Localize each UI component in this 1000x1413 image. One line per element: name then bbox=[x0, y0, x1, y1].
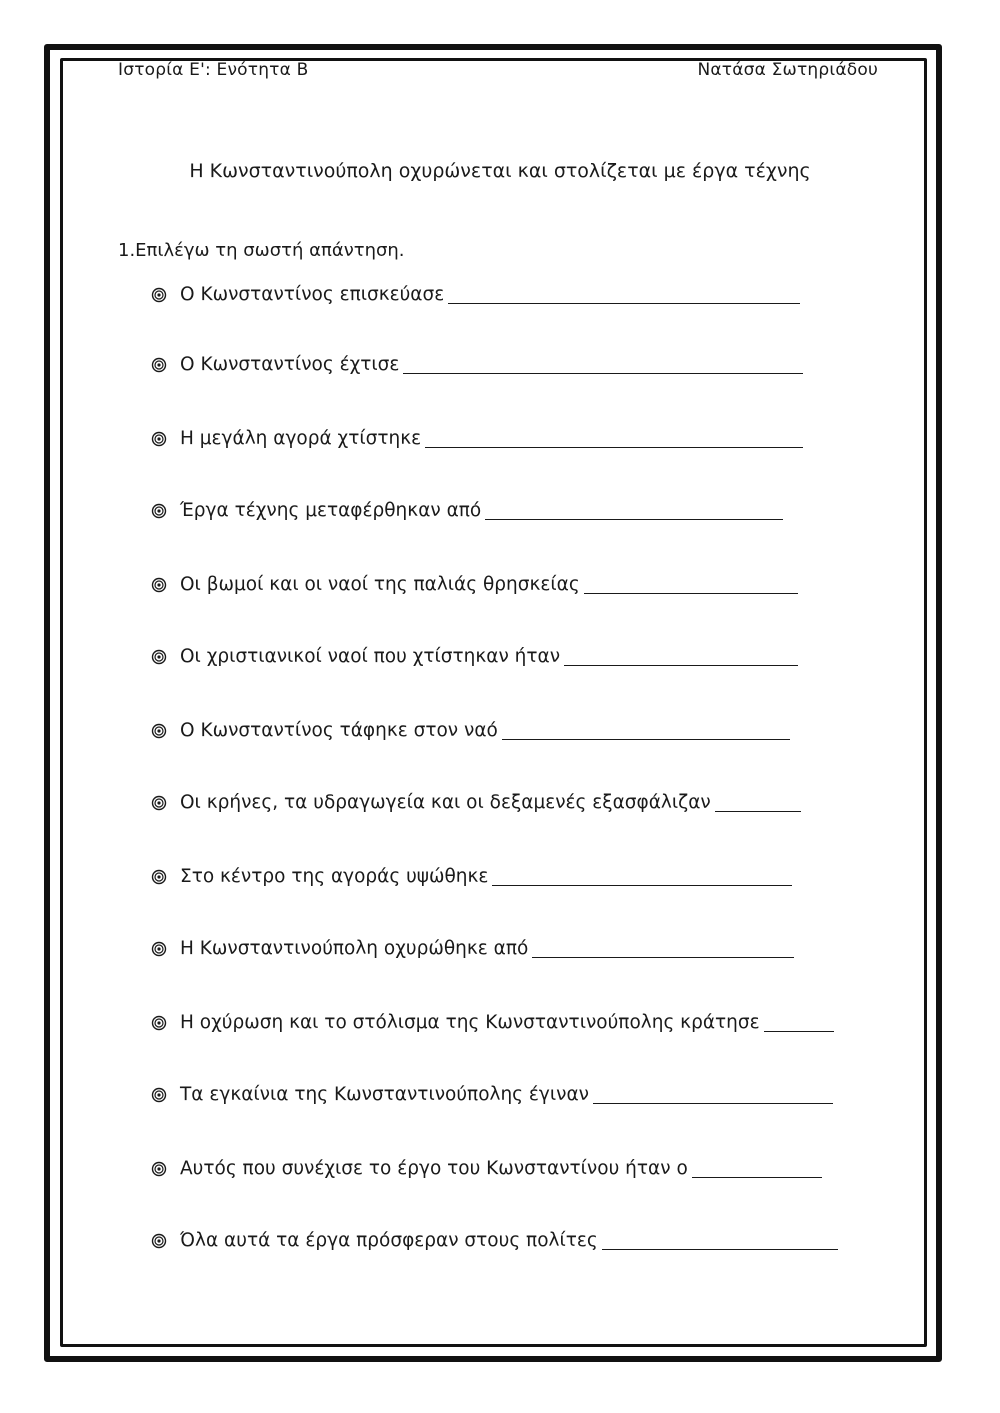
target-bullet-icon bbox=[150, 1156, 168, 1182]
answer-blank[interactable] bbox=[593, 1083, 833, 1104]
question-item bbox=[150, 718, 790, 744]
answer-blank[interactable] bbox=[492, 865, 792, 886]
target-bullet-icon bbox=[150, 864, 168, 890]
question-text: Όλα αυτά τα έργα πρόσφεραν στους πολίτες bbox=[180, 1230, 598, 1251]
question-text: Έργα τέχνης μεταφέρθηκαν από bbox=[180, 500, 482, 521]
question-text: Τα εγκαίνια της Κωνσταντινούπολης έγιναν bbox=[180, 1084, 589, 1105]
question-text: Ο Κωνσταντίνος επισκεύασε bbox=[180, 284, 445, 305]
answer-blank[interactable] bbox=[502, 719, 790, 740]
question-item bbox=[150, 498, 783, 524]
exercise-instruction: 1.Επιλέγω τη σωστή απάντηση. bbox=[118, 240, 405, 261]
question-item bbox=[150, 1010, 834, 1036]
question-text: Η οχύρωση και το στόλισμα της Κωνσταντινούπολης κράτησε bbox=[180, 1012, 760, 1033]
target-bullet-icon bbox=[150, 936, 168, 962]
question-item bbox=[150, 572, 798, 598]
question-item bbox=[150, 790, 801, 816]
question-item bbox=[150, 936, 794, 962]
question-item bbox=[150, 352, 803, 378]
target-bullet-icon bbox=[150, 426, 168, 452]
answer-blank[interactable] bbox=[764, 1011, 834, 1032]
header-subject: Ιστορία Ε': Ενότητα Β bbox=[118, 60, 309, 80]
target-bullet-icon bbox=[150, 718, 168, 744]
question-item bbox=[150, 864, 792, 890]
target-bullet-icon bbox=[150, 352, 168, 378]
answer-blank[interactable] bbox=[564, 645, 798, 666]
answer-blank[interactable] bbox=[448, 283, 800, 304]
question-text: Στο κέντρο της αγοράς υψώθηκε bbox=[180, 866, 489, 887]
target-bullet-icon bbox=[150, 644, 168, 670]
answer-blank[interactable] bbox=[692, 1157, 822, 1178]
answer-blank[interactable] bbox=[425, 427, 803, 448]
question-item bbox=[150, 644, 798, 670]
answer-blank[interactable] bbox=[602, 1229, 838, 1250]
target-bullet-icon bbox=[150, 1228, 168, 1254]
question-item bbox=[150, 1156, 822, 1182]
question-text: Ο Κωνσταντίνος έχτισε bbox=[180, 354, 400, 375]
question-text: Οι χριστιανικοί ναοί που χτίστηκαν ήταν bbox=[180, 646, 561, 667]
answer-blank[interactable] bbox=[485, 499, 783, 520]
question-item bbox=[150, 1228, 838, 1254]
question-text: Η μεγάλη αγορά χτίστηκε bbox=[180, 428, 422, 449]
target-bullet-icon bbox=[150, 572, 168, 598]
answer-blank[interactable] bbox=[715, 791, 801, 812]
question-item bbox=[150, 1082, 833, 1108]
target-bullet-icon bbox=[150, 1010, 168, 1036]
question-text: Η Κωνσταντινούπολη οχυρώθηκε από bbox=[180, 938, 529, 959]
answer-blank[interactable] bbox=[584, 573, 798, 594]
target-bullet-icon bbox=[150, 282, 168, 308]
target-bullet-icon bbox=[150, 498, 168, 524]
question-item bbox=[150, 282, 800, 308]
target-bullet-icon bbox=[150, 1082, 168, 1108]
question-item bbox=[150, 426, 803, 452]
target-bullet-icon bbox=[150, 790, 168, 816]
header-author: Νατάσα Σωτηριάδου bbox=[697, 60, 878, 80]
question-text: Οι βωμοί και οι ναοί της παλιάς θρησκείας bbox=[180, 574, 580, 595]
question-text: Αυτός που συνέχισε το έργο του Κωνσταντίνου ήταν ο bbox=[180, 1158, 688, 1179]
worksheet-title: Η Κωνσταντινούπολη οχυρώνεται και στολίζεται με έργα τέχνης bbox=[189, 160, 811, 182]
question-text: Ο Κωνσταντίνος τάφηκε στον ναό bbox=[180, 720, 498, 741]
question-text: Οι κρήνες, τα υδραγωγεία και οι δεξαμενές εξασφάλιζαν bbox=[180, 792, 711, 813]
answer-blank[interactable] bbox=[403, 353, 803, 374]
answer-blank[interactable] bbox=[532, 937, 794, 958]
